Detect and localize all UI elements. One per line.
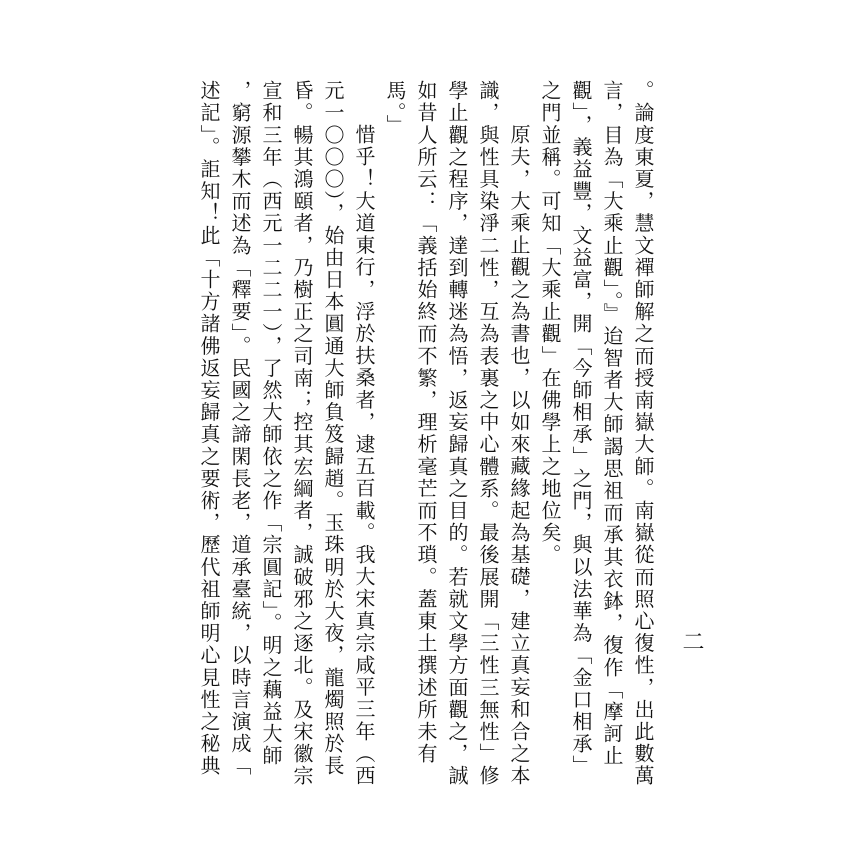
text-column: 宣和三年（西元一二二一），了然大師依之作「宗圓記」。明之藕益大師 — [259, 80, 283, 768]
page-number: 二 — [679, 630, 704, 652]
vertical-text-body — [193, 80, 658, 787]
text-column: 學止觀之程序，達到轉迷為悟，返妄歸真之目的。若就文學方面觀之，誠 — [445, 80, 469, 788]
text-column-paragraph-start: 原夫，大乘止觀之為書也，以如來藏緣起為基礎，建立真妄和合之本 — [507, 124, 531, 787]
text-column: 如昔人所云：「義括始終而不繁，理析毫芒而不瑣。蓋東土撰述所未有 — [414, 80, 438, 766]
text-column: 之門並稱。可知「大乘止觀」在佛學上之地位矣。 — [538, 80, 562, 567]
text-column: 識，與性具染淨二性，互為表裏之中心體系。最後展開「三性三無性」修 — [476, 80, 500, 788]
text-column: 述記」。詎知！此「十方諸佛返妄歸真之要術，歷代祖師明心見性之秘典 — [197, 80, 221, 778]
text-column: 言，目為「大乘止觀」。』迨智者大師謁思祖而承其衣鉢，復作「摩訶止 — [600, 80, 624, 768]
text-column: 馬。」 — [383, 80, 407, 137]
text-column: 元一〇〇〇），始由日本圓通大師負笈歸趙。玉珠明於大夜，龍燭照於長 — [321, 80, 345, 778]
text-column: 昏。暢其鴻頤者，乃樹正之司南；控其宏綱者，誠破邪之逐北。及宋徽宗 — [290, 80, 314, 788]
text-column: ，窮源攀木而述為「釋要」。民國之諦閑長老，道承臺統，以時言演成「 — [228, 80, 252, 778]
text-column: 。論度東夏，慧文禪師解之而授南嶽大師。南嶽從而照心復性，出此數萬 — [631, 80, 655, 788]
text-column-paragraph-start: 惜乎！大道東行，浮於扶桑者，逮五百載。我大宋真宗咸平三年（西 — [352, 124, 376, 787]
text-column: 觀」，義益豐，文益富，開「今師相承」之門，與以法華為「金口相承」 — [569, 80, 593, 778]
